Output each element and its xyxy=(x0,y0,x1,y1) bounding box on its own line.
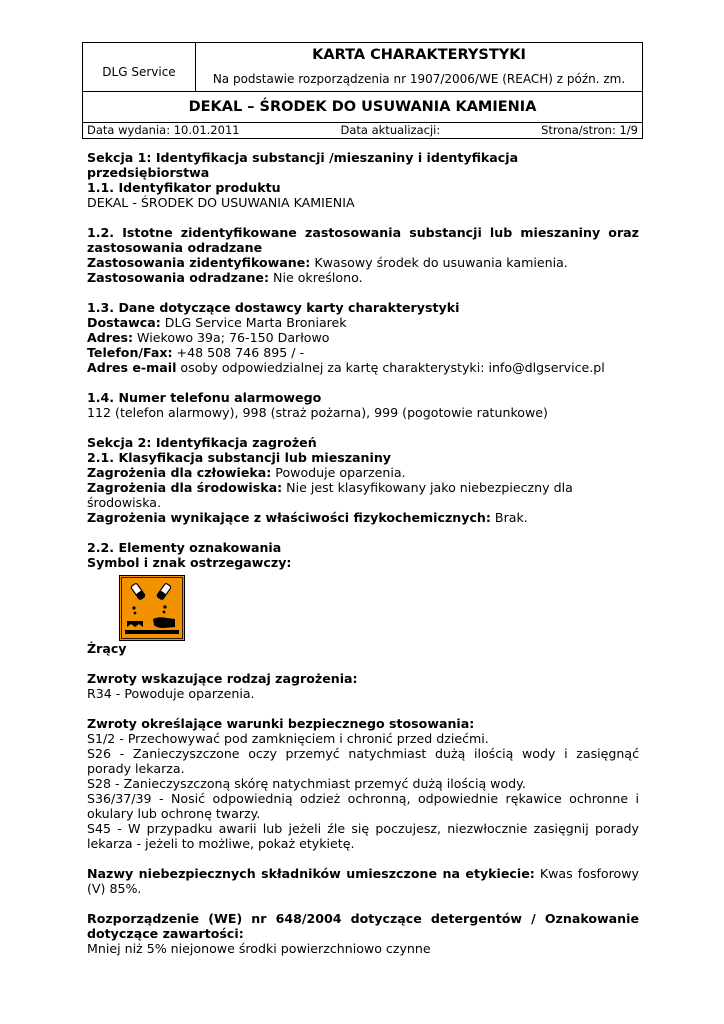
physicochemical-hazards: Zagrożenia wynikające z właściwości fizykochemicznych: Brak. xyxy=(87,510,528,525)
safety-phrase-s1-2: S1/2 - Przechowywać pod zamknięciem i chronić przed dziećmi. xyxy=(87,731,489,746)
section-1-heading: Sekcja 1: Identyfikacja substancji /mieszaniny i identyfikacja przedsiębiorstwa xyxy=(87,150,519,180)
corrosive-pictogram xyxy=(119,575,185,641)
update-date: Data aktualizacji: xyxy=(340,123,441,137)
human-hazards: Zagrożenia dla człowieka: Powoduje oparzenia. xyxy=(87,465,406,480)
product-name: DEKAL – ŚRODEK DO USUWANIA KAMIENIA xyxy=(83,92,643,123)
address: Adres: Wiekowo 39a; 76-150 Darłowo xyxy=(87,330,330,345)
supplier: Dostawca: DLG Service Marta Broniarek xyxy=(87,315,347,330)
corrosive-icon xyxy=(119,575,185,641)
detergent-content: Mniej niż 5% niejonowe środki powierzchniowo czynne xyxy=(87,941,431,956)
subsection-2-1-heading: 2.1. Klasyfikacja substancji lub mieszaniny xyxy=(87,450,392,465)
email: Adres e-mail osoby odpowiedzialnej za kartę charakterystyki: info@dlgservice.pl xyxy=(87,360,605,375)
document-title: KARTA CHARAKTERYSTYKI xyxy=(196,43,643,68)
company-name: DLG Service xyxy=(83,43,196,92)
subsection-1-2-heading: 1.2. Istotne zidentyfikowane zastosowania substancji lub mieszaniny oraz zastosowania odradzane xyxy=(87,225,639,255)
emergency-numbers: 112 (telefon alarmowy), 998 (straż pożarna), 999 (pogotowie ratunkowe) xyxy=(87,405,548,420)
subsection-2-2-heading: 2.2. Elementy oznakowania xyxy=(87,540,282,555)
advised-against-uses: Zastosowania odradzane: Nie określono. xyxy=(87,270,363,285)
safety-phrase-s28: S28 - Zanieczyszczoną skórę natychmiast przemyć dużą ilością wody. xyxy=(87,776,526,791)
product-identifier: DEKAL - ŚRODEK DO USUWANIA KAMIENIA xyxy=(87,195,355,210)
issue-date: Data wydania: 10.01.2011 xyxy=(87,123,240,137)
identified-uses: Zastosowania zidentyfikowane: Kwasowy środek do usuwania kamienia. xyxy=(87,255,568,270)
document-body xyxy=(87,150,639,956)
risk-phrases-heading: Zwroty wskazujące rodzaj zagrożenia: xyxy=(87,671,358,686)
safety-phrase-s45: S45 - W przypadku awarii lub jeżeli źle się poczujesz, niezwłocznie zasięgnij porady lekarza - jeżeli to możliwe, pokaż etykietę. xyxy=(87,821,639,851)
risk-phrase-r34: R34 - Powoduje oparzenia. xyxy=(87,686,255,701)
pictogram-label: Żrący xyxy=(87,641,127,656)
subsection-1-4-heading: 1.4. Numer telefonu alarmowego xyxy=(87,390,322,405)
page-counter: Strona/stron: 1/9 xyxy=(541,123,638,137)
label-ingredients: Nazwy niebezpiecznych składników umieszczone na etykiecie: Kwas fosforowy (V) 85%. xyxy=(87,866,639,896)
regulation-note: Na podstawie rozporządzenia nr 1907/2006/WE (REACH) z późn. zm. xyxy=(196,67,643,92)
safety-phrase-s26: S26 - Zanieczyszczone oczy przemyć natychmiast dużą ilością wody i zasięgnąć porady lekarza. xyxy=(87,746,639,776)
detergent-regulation-heading: Rozporządzenie (WE) nr 648/2004 dotyczące detergentów / Oznakowanie dotyczące zawartości: xyxy=(87,911,639,941)
document-header xyxy=(82,42,643,139)
symbol-heading: Symbol i znak ostrzegawczy: xyxy=(87,555,292,570)
safety-phrase-s36-37-39: S36/37/39 - Nosić odpowiednią odzież ochronną, odpowiednie rękawice ochronne i okulary lub ochronę twarzy. xyxy=(87,791,639,821)
subsection-1-3-heading: 1.3. Dane dotyczące dostawcy karty charakterystyki xyxy=(87,300,460,315)
meta-row xyxy=(83,123,643,139)
section-2-heading: Sekcja 2: Identyfikacja zagrożeń xyxy=(87,435,317,450)
subsection-1-1-heading: 1.1. Identyfikator produktu xyxy=(87,180,281,195)
safety-phrases-heading: Zwroty określające warunki bezpiecznego stosowania: xyxy=(87,716,475,731)
environment-hazards: Zagrożenia dla środowiska: Nie jest klasyfikowany jako niebezpieczny dla środowiska. xyxy=(87,480,573,510)
phone-fax: Telefon/Fax: +48 508 746 895 / - xyxy=(87,345,305,360)
